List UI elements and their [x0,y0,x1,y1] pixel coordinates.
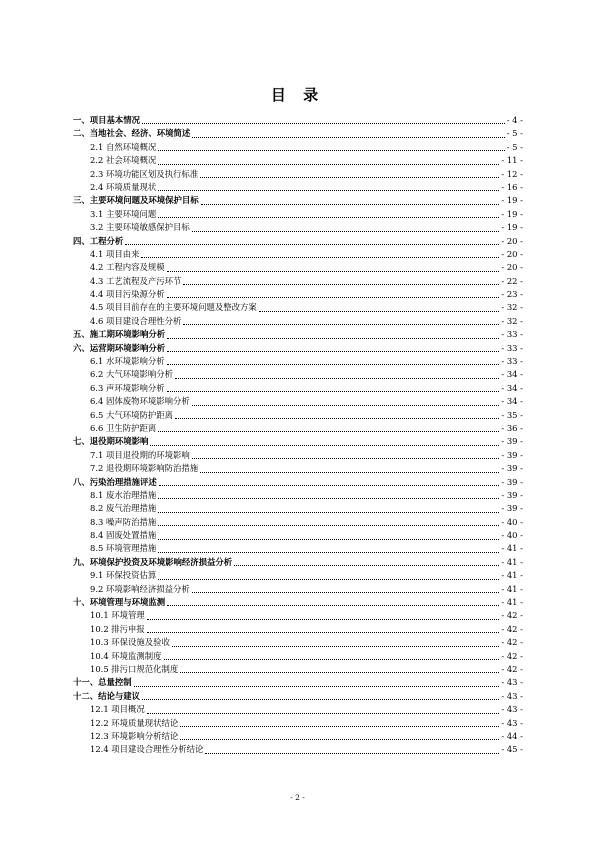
toc-dot-leader [142,699,499,700]
toc-dot-leader [158,150,504,151]
toc-entry-label: 六、运营期环境影响分析 [73,342,166,353]
toc-entry-page: - 32 - [501,302,523,313]
toc-entry[interactable] [73,409,523,422]
toc-entry-page: - 40 - [501,516,523,527]
toc-entry-page: - 33 - [501,329,523,340]
toc-dot-leader [158,525,499,526]
toc-entry-label: 10.4 环境监测制度 [90,650,162,661]
toc-entry[interactable] [73,663,523,676]
toc-entry[interactable] [73,690,523,703]
toc-dot-leader [180,672,499,673]
toc-dot-leader [183,284,499,285]
toc-entry[interactable] [73,676,523,689]
toc-dot-leader [192,231,500,232]
toc-entry-page: - 42 - [501,610,523,621]
toc-entry-page: - 23 - [501,289,523,300]
toc-entry-page: - 43 - [501,717,523,728]
toc-entry-label: 6.3 声环境影响分析 [90,382,165,393]
toc-entry-label: 4.2 工程内容及规模 [90,262,165,273]
toc-entry[interactable] [73,382,523,395]
toc-dot-leader [234,565,499,566]
toc-entry-label: 4.1 项目由来 [90,248,140,259]
toc-entry[interactable] [73,315,523,328]
toc-entry[interactable] [73,596,523,609]
toc-entry-label: 10.5 排污口规范化制度 [90,664,179,674]
toc-entry-label: 3.1 主要环境问题 [90,208,157,219]
toc-entry-label: 7.2 退役期环境影响防治措施 [90,463,199,474]
toc-entry[interactable] [73,248,523,261]
toc-dot-leader [259,311,500,312]
toc-entry-label: 十一、总量控制 [73,677,132,688]
toc-dot-leader [183,324,499,325]
toc-entry[interactable] [73,743,523,756]
toc-entry-label: 九、环境保护投资及环境影响经济损益分析 [73,556,233,567]
toc-dot-leader [167,351,499,352]
toc-dot-leader [200,472,499,473]
toc-entry[interactable] [73,489,523,502]
toc-dot-leader [134,686,500,687]
toc-entry[interactable] [73,529,523,542]
toc-entry-page: - 32 - [501,315,523,326]
toc-entry-label: 7.1 项目退役期的环境影响 [90,449,190,460]
toc-entry[interactable] [73,261,523,274]
toc-entry-label: 4.4 项目污染源分析 [90,289,165,300]
toc-entry-page: - 33 - [501,356,523,367]
toc-entry[interactable] [73,127,523,140]
toc-entry-label: 十、环境管理与环境监测 [73,597,166,608]
toc-entry-label: 12.1 项目概况 [90,704,145,715]
toc-entry[interactable] [73,181,523,194]
toc-dot-leader [164,659,500,660]
toc-entry-page: - 33 - [501,342,523,353]
toc-dot-leader [147,619,500,620]
toc-entry[interactable] [73,235,523,248]
toc-entry[interactable] [73,355,523,368]
toc-entry-page: - 43 - [501,690,523,701]
toc-dot-leader [167,605,499,606]
toc-entry[interactable] [73,221,523,234]
toc-entry-label: 4.6 项目建设合理性分析 [90,315,182,326]
toc-entry[interactable] [73,516,523,529]
toc-entry[interactable] [73,194,523,207]
toc-entry[interactable] [73,502,523,515]
toc-dot-leader [201,204,500,205]
toc-entry[interactable] [73,650,523,663]
toc-dot-leader [141,257,499,258]
toc-entry[interactable] [73,609,523,622]
toc-entry-page: - 42 - [501,623,523,634]
toc-entry[interactable] [73,717,523,730]
toc-dot-leader [125,244,499,245]
toc-entry-page: - 41 - [501,556,523,567]
toc-dot-leader [167,364,500,365]
toc-entry[interactable] [73,435,523,448]
toc-entry-page: - 16 - [501,181,523,192]
page-title: 目 录 [270,86,325,104]
toc-entry[interactable] [73,275,523,288]
toc-dot-leader [158,552,499,553]
toc-entry-page: - 19 - [501,195,523,206]
toc-entry-page: - 42 - [501,664,523,674]
toc-entry-label: 一、项目基本情况 [73,114,140,125]
toc-entry[interactable] [73,141,523,154]
toc-entry-page: - 12 - [501,168,523,179]
toc-entry-page: - 42 - [501,637,523,648]
toc-dot-leader [167,297,500,298]
toc-dot-leader [142,123,505,124]
toc-entry-page: - 43 - [501,677,523,688]
toc-entry-page: - 36 - [501,422,523,433]
toc-entry-page: - 20 - [501,248,523,259]
toc-entry-label: 6.2 大气环境影响分析 [90,369,173,380]
toc-entry-page: - 19 - [501,222,523,233]
toc-entry-label: 10.2 排污申报 [90,623,145,634]
toc-entry[interactable] [73,449,523,462]
toc-entry[interactable] [73,556,523,569]
toc-entry-label: 8.4 固废处置措施 [90,530,157,541]
toc-dot-leader [158,579,499,580]
toc-entry[interactable] [73,301,523,314]
toc-dot-leader [180,739,499,740]
toc-entry[interactable] [73,623,523,636]
toc-entry-label: 6.1 水环境影响分析 [90,356,165,367]
toc-entry[interactable] [73,368,523,381]
toc-entry-label: 12.2 环境质量现状结论 [90,717,179,728]
toc-dot-leader [180,726,499,727]
toc-entry-page: - 45 - [501,744,523,755]
toc-entry[interactable] [73,703,523,716]
table-of-contents [73,114,523,757]
toc-entry-page: - 34 - [501,369,523,380]
toc-entry-page: - 44 - [501,730,523,741]
toc-entry[interactable] [73,462,523,475]
toc-entry-page: - 5 - [506,141,523,152]
toc-entry[interactable] [73,476,523,489]
toc-entry-page: - 39 - [501,436,523,447]
toc-entry-label: 2.2 社会环境概况 [90,155,157,166]
toc-dot-leader [158,217,499,218]
toc-entry-page: - 39 - [501,476,523,487]
toc-entry-label: 6.5 大气环境防护距离 [90,409,173,420]
toc-entry-label: 10.3 环保设施及验收 [90,637,170,648]
toc-entry-label: 9.2 环境影响经济损益分析 [90,583,190,594]
toc-entry-label: 9.1 环保投资估算 [90,570,157,581]
toc-entry-label: 6.6 卫生防护距离 [90,422,157,433]
toc-entry-label: 8.2 废气治理措施 [90,503,157,514]
toc-entry[interactable] [73,342,523,355]
toc-entry-label: 三、主要环境问题及环境保护目标 [73,195,199,206]
toc-dot-leader [175,418,499,419]
toc-dot-leader [158,498,499,499]
toc-dot-leader [158,431,499,432]
toc-dot-leader [167,338,499,339]
toc-entry-label: 8.3 噪声防治措施 [90,516,157,527]
toc-dot-leader [150,445,499,446]
toc-entry-label: 2.3 环境功能区划及执行标准 [90,168,199,179]
toc-dot-leader [205,753,499,754]
toc-entry-page: - 4 - [506,114,523,125]
toc-entry[interactable] [73,583,523,596]
toc-entry-label: 8.1 废水治理措施 [90,489,157,500]
toc-entry[interactable] [73,208,523,221]
toc-dot-leader [147,632,500,633]
toc-entry[interactable] [73,395,523,408]
toc-entry-page: - 19 - [501,208,523,219]
toc-entry-label: 8.5 环境管理措施 [90,543,157,554]
toc-entry-page: - 35 - [501,409,523,420]
toc-entry-label: 2.4 环境质量现状 [90,181,157,192]
toc-entry-page: - 5 - [506,128,523,139]
toc-entry-page: - 34 - [501,396,523,407]
toc-entry-page: - 41 - [501,597,523,608]
toc-entry-page: - 20 - [501,262,523,273]
toc-entry-page: - 39 - [501,489,523,500]
toc-dot-leader [192,592,500,593]
toc-dot-leader [158,190,499,191]
toc-dot-leader [192,405,500,406]
toc-entry[interactable] [73,543,523,556]
toc-entry-page: - 41 - [501,583,523,594]
toc-entry-label: 4.5 项目目前存在的主要环境问题及整改方案 [90,302,257,313]
toc-entry-page: - 43 - [501,704,523,715]
toc-entry-page: - 22 - [501,275,523,286]
toc-entry-page: - 20 - [501,235,523,246]
toc-entry-label: 12.3 环境影响分析结论 [90,730,179,741]
toc-entry-label: 12.4 项目建设合理性分析结论 [90,744,204,755]
toc-dot-leader [167,271,500,272]
toc-entry[interactable] [73,154,523,167]
toc-entry[interactable] [73,569,523,582]
toc-entry-page: - 34 - [501,382,523,393]
toc-entry[interactable] [73,422,523,435]
toc-entry[interactable] [73,288,523,301]
toc-entry-label: 十二、结论与建议 [73,690,140,701]
toc-dot-leader [147,713,500,714]
toc-entry-label: 2.1 自然环境概况 [90,141,157,152]
toc-dot-leader [172,646,499,647]
toc-entry-page: - 41 - [501,570,523,581]
toc-entry-page: - 42 - [501,650,523,661]
toc-dot-leader [175,378,499,379]
toc-dot-leader [158,539,499,540]
toc-entry-page: - 11 - [501,155,523,166]
toc-entry[interactable] [73,168,523,181]
toc-dot-leader [159,485,500,486]
toc-entry-label: 八、污染治理措施评述 [73,476,157,487]
toc-entry-page: - 41 - [501,543,523,554]
toc-entry-label: 3.2 主要环境敏感保护目标 [90,222,190,233]
toc-entry-label: 二、当地社会、经济、环境简述 [73,128,191,139]
toc-entry[interactable] [73,730,523,743]
toc-dot-leader [158,512,499,513]
toc-dot-leader [192,458,500,459]
toc-entry-label: 4.3 工艺流程及产污环节 [90,275,182,286]
toc-entry-page: - 39 - [501,503,523,514]
toc-dot-leader [200,177,499,178]
toc-entry[interactable] [73,328,523,341]
toc-entry-label: 七、退役期环境影响 [73,436,149,447]
toc-entry[interactable] [73,114,523,127]
toc-dot-leader [158,164,499,165]
toc-entry[interactable] [73,636,523,649]
toc-entry-label: 6.4 固体废物环境影响分析 [90,396,190,407]
toc-dot-leader [167,391,500,392]
toc-entry-page: - 40 - [501,530,523,541]
toc-entry-label: 五、施工期环境影响分析 [73,329,166,340]
toc-entry-label: 四、工程分析 [73,235,124,246]
page-number-footer: - 2 - [290,793,305,802]
toc-entry-label: 10.1 环境管理 [90,610,145,621]
toc-dot-leader [192,137,504,138]
toc-entry-page: - 39 - [501,449,523,460]
toc-entry-page: - 39 - [501,463,523,474]
